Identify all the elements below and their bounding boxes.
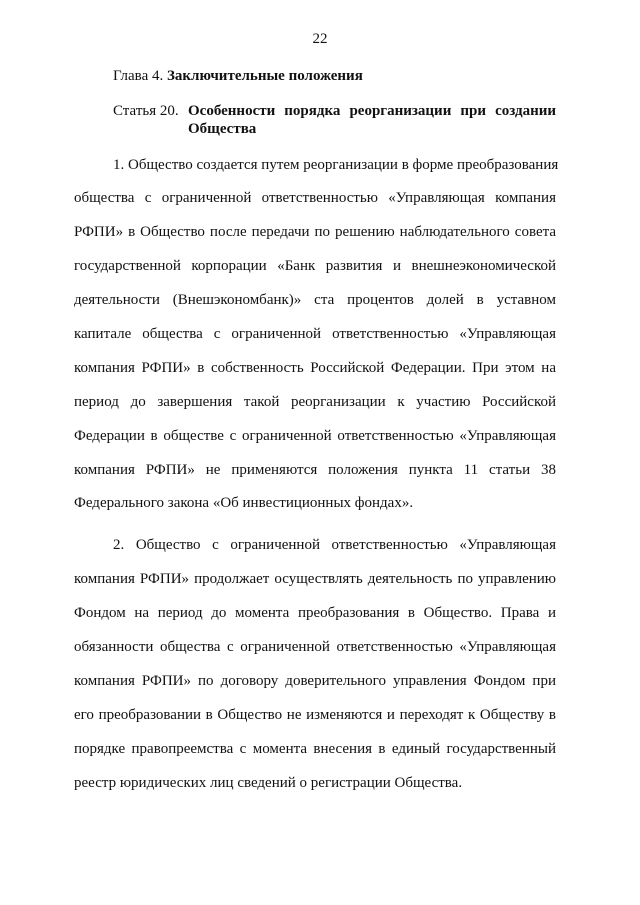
paragraph-line: деятельности (Внешэкономбанк)» ста процентов долей в уставном	[74, 292, 556, 308]
chapter-heading	[113, 68, 363, 85]
paragraph-line: Фондом на период до момента преобразования в Общество. Права и	[74, 605, 556, 621]
paragraph-line: компания РФПИ» не применяются положения пункта 11 статьи 38	[74, 462, 556, 478]
paragraph-line: компания РФПИ» по договору доверительного управления Фондом при	[74, 673, 556, 689]
paragraph-line: его преобразовании в Общество не изменяются и переходят к Обществу в	[74, 707, 556, 723]
chapter-prefix: Глава 4.	[113, 68, 164, 84]
paragraph-line: реестр юридических лиц сведений о регистрации Общества.	[74, 775, 463, 791]
paragraph-line: 2. Общество с ограниченной ответственностью «Управляющая	[113, 537, 556, 553]
paragraph-line: государственной корпорации «Банк развития и внешнеэкономической	[74, 258, 556, 274]
paragraph-line: Федерации в обществе с ограниченной ответственностью «Управляющая	[74, 428, 556, 444]
paragraph-line: 1. Общество создается путем реорганизации в форме преобразования	[113, 157, 559, 173]
chapter-title: Заключительные положения	[166, 68, 363, 84]
article-number: Статья 20.	[113, 103, 179, 119]
paragraph-line: РФПИ» в Общество после передачи по решению наблюдательного совета	[74, 224, 556, 240]
article-heading	[113, 102, 556, 138]
paragraph-line: период до завершения такой реорганизации к участию Российской	[74, 394, 556, 410]
paragraph-line: общества с ограниченной ответственностью «Управляющая компания	[74, 190, 556, 206]
paragraph-line: компания РФПИ» в собственность Российской Федерации. При этом на	[74, 360, 556, 376]
paragraph-line: компания РФПИ» продолжает осуществлять деятельность по управлению	[74, 571, 556, 587]
paragraph-line: капитале общества с ограниченной ответственностью «Управляющая	[74, 326, 556, 342]
paragraph-line: обязанности общества с ограниченной ответственностью «Управляющая	[74, 639, 556, 655]
article-title: Особенности порядка реорганизации при создании Общества	[188, 103, 556, 137]
paragraph-line: Федерального закона «Об инвестиционных фондах».	[74, 495, 414, 511]
paragraph-line: порядке правопреемства с момента внесения в единый государственный	[74, 741, 556, 757]
page-number: 22	[312, 31, 328, 47]
